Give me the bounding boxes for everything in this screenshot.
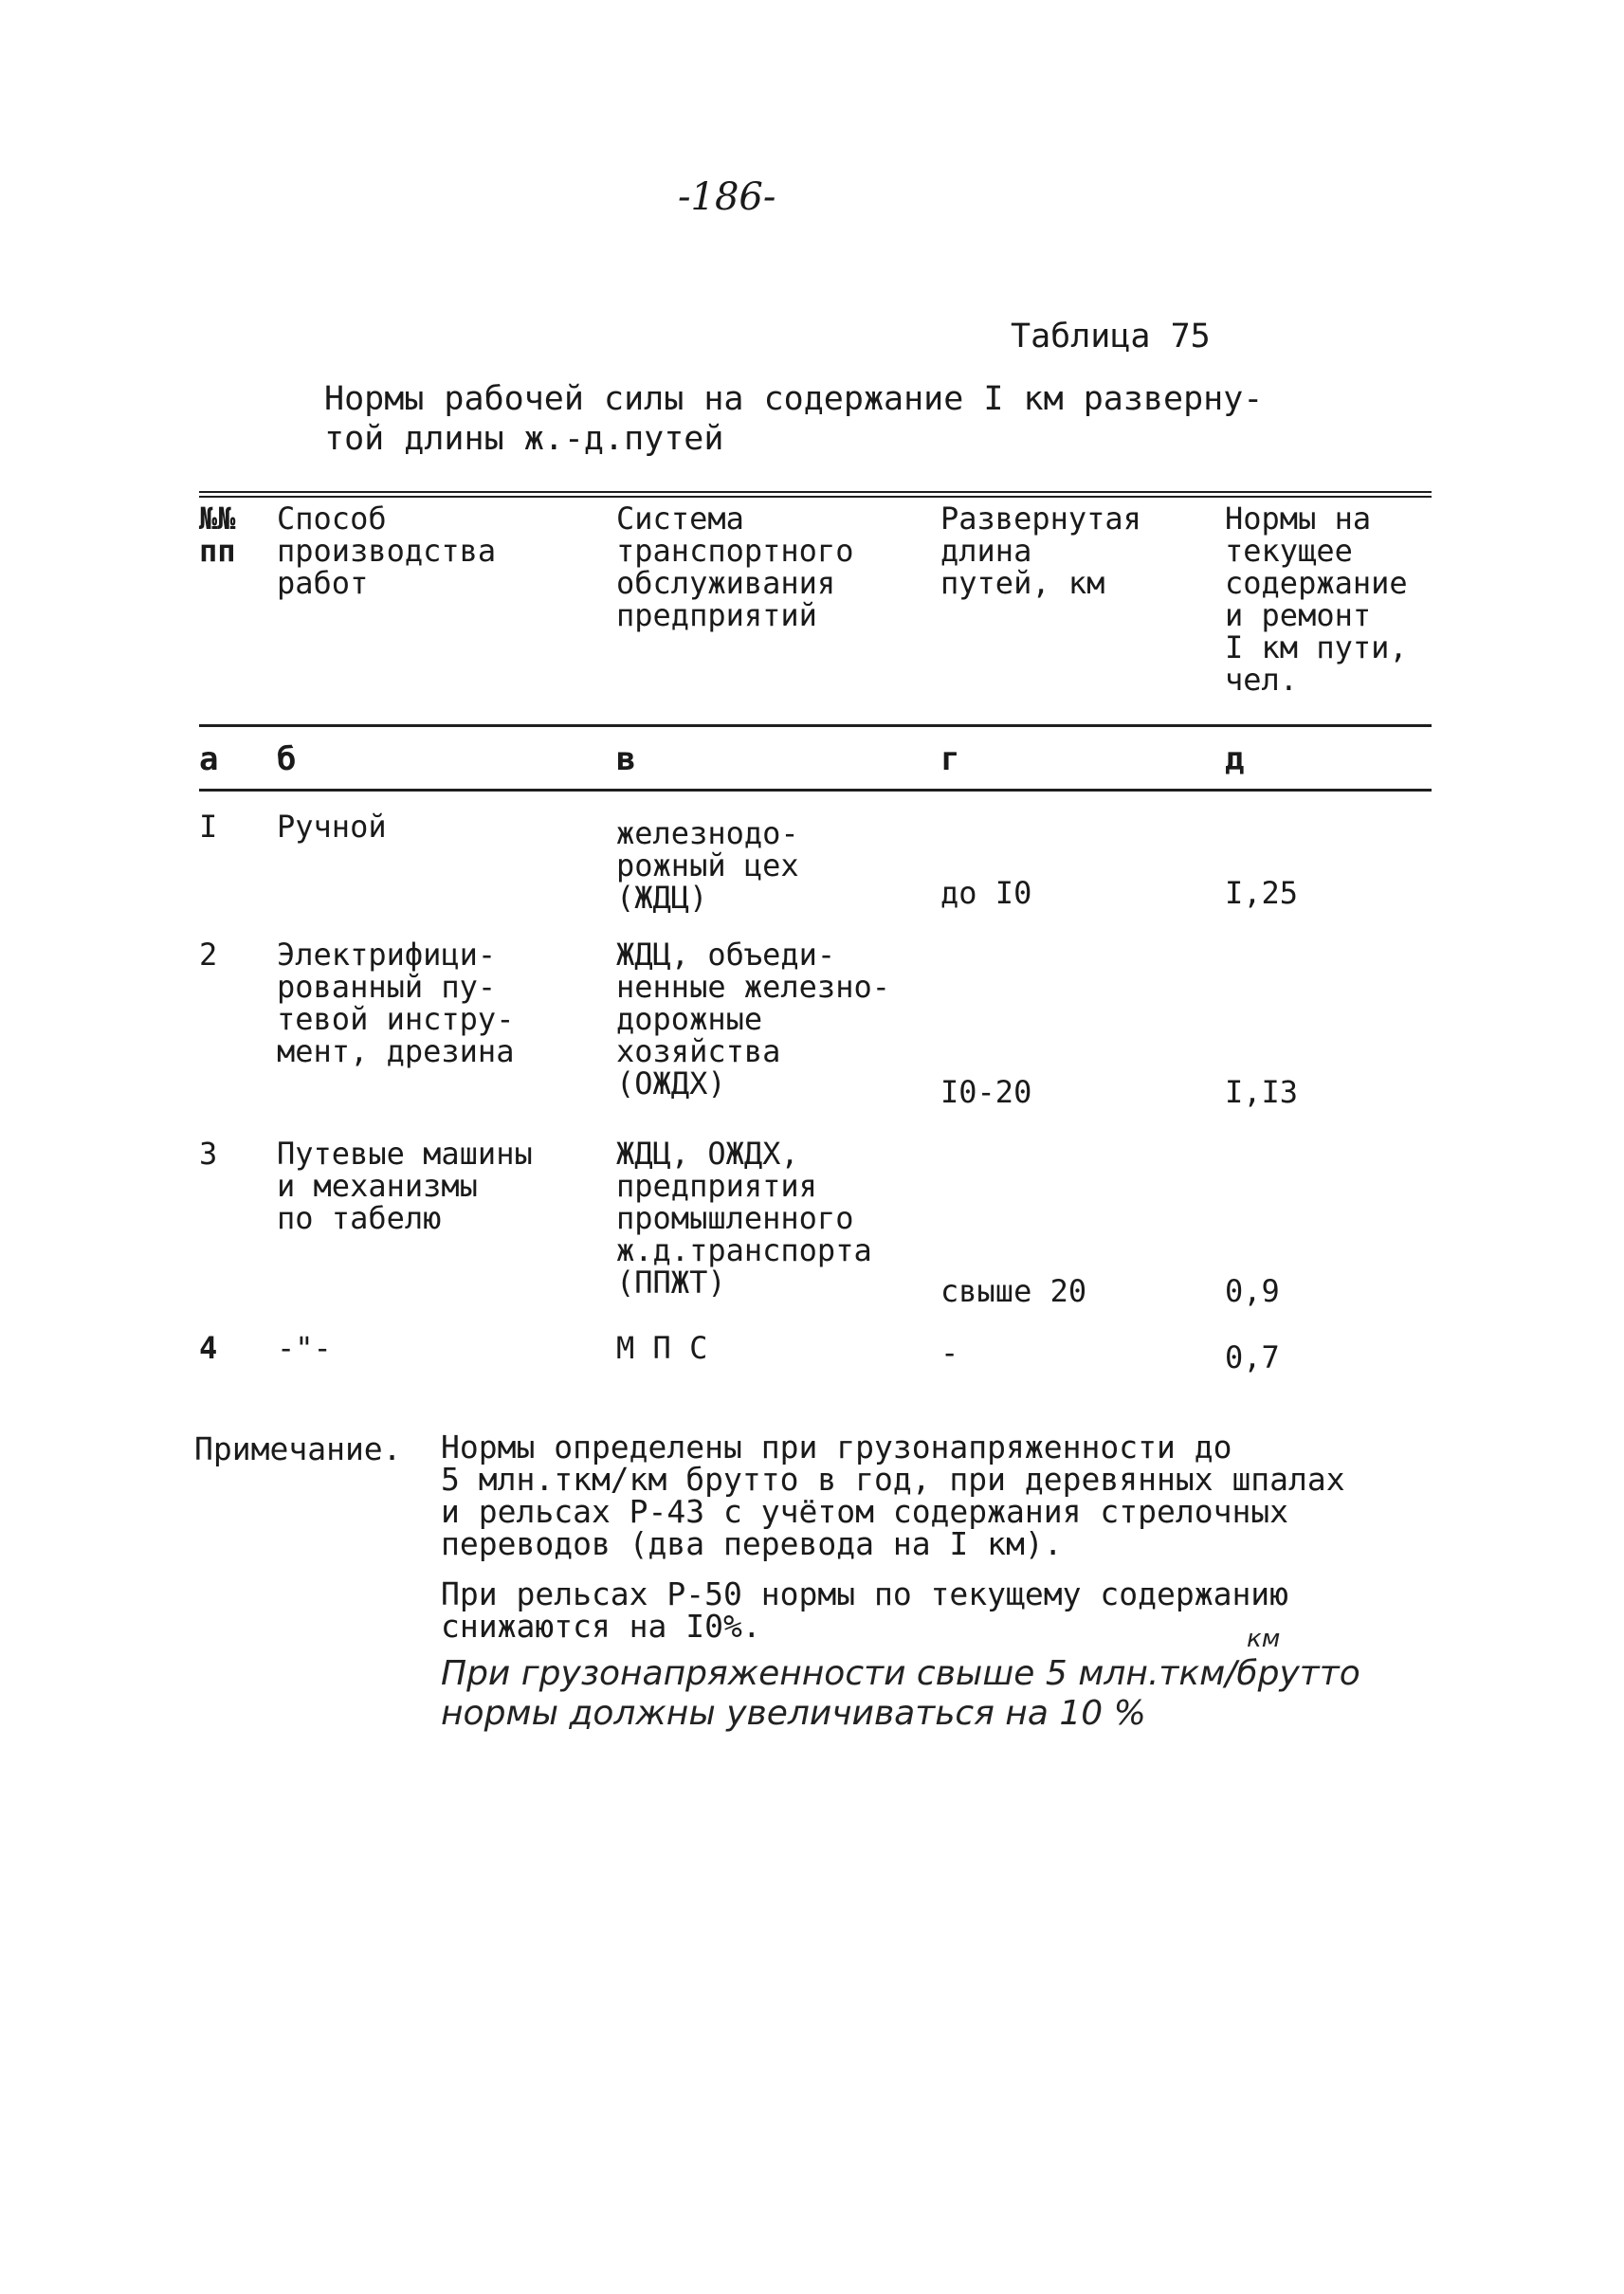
row-norm: 0,7 <box>1225 1339 1280 1375</box>
row-length: до I0 <box>940 875 1032 911</box>
row-method <box>277 1332 332 1364</box>
handwritten-line: При грузонапряженности свыше 5 млн.ткм/брутто <box>441 1654 1360 1693</box>
note-text <box>441 1431 1427 1560</box>
page-number: -186- <box>678 175 776 219</box>
note-label: Примечание. <box>194 1430 402 1467</box>
header-length <box>940 502 1141 599</box>
row-length: - <box>940 1335 959 1371</box>
cell-line: и механизмы <box>277 1168 478 1204</box>
column-letter: г <box>940 740 960 778</box>
column-letter: а <box>199 740 219 778</box>
cell-line: ж.д.транспорта <box>616 1232 872 1268</box>
header-line: работ <box>277 565 369 601</box>
row-norm: 0,9 <box>1225 1273 1280 1309</box>
header-line: Развернутая <box>940 501 1141 537</box>
header-line: предприятий <box>616 597 817 633</box>
title-line: Нормы рабочей силы на содержание I км разверну- <box>324 380 1264 418</box>
note-line: снижаются на I0%. <box>441 1608 761 1645</box>
row-system <box>616 1332 707 1364</box>
header-method <box>277 502 496 599</box>
header-line: содержание <box>1225 565 1408 601</box>
note-line: Нормы определены при грузонапряженности до <box>441 1429 1232 1466</box>
column-letter: б <box>277 740 297 778</box>
handwritten-line: нормы должны увеличиваться на 10 % <box>441 1694 1146 1733</box>
row-norm: I,I3 <box>1225 1074 1299 1110</box>
cell-line: М П С <box>616 1330 708 1366</box>
row-number: I <box>199 809 218 845</box>
note-line: 5 млн.ткм/км брутто в год, при деревянных шпалах <box>441 1461 1345 1498</box>
row-system <box>616 817 799 914</box>
header-line: производства <box>277 533 497 569</box>
header-line: длина <box>940 533 1032 569</box>
note-line: При рельсах Р-50 нормы по текущему содержанию <box>441 1575 1289 1612</box>
table-title <box>324 379 1272 459</box>
cell-line: (ЖДЦ) <box>616 880 708 916</box>
row-number: 4 <box>199 1330 218 1366</box>
letters-rule <box>199 789 1432 792</box>
row-length: I0-20 <box>940 1074 1032 1110</box>
cell-line: ЖДЦ, объеди- <box>616 937 836 973</box>
header-line: №№ <box>199 501 236 537</box>
row-method <box>277 938 514 1067</box>
header-line: чел. <box>1225 662 1299 698</box>
row-system <box>616 938 890 1100</box>
cell-line: рожный цех <box>616 847 799 883</box>
cell-line: ЖДЦ, ОЖДХ, <box>616 1136 799 1172</box>
cell-line: рованный пу- <box>277 969 497 1005</box>
title-line: той длины ж.-д.путей <box>324 420 724 458</box>
header-line: путей, км <box>940 565 1105 601</box>
top-rule <box>199 491 1432 493</box>
cell-line: Путевые машины <box>277 1136 533 1172</box>
row-method <box>277 810 387 843</box>
cell-line: по табелю <box>277 1200 442 1236</box>
row-method <box>277 1138 533 1234</box>
header-line: Система <box>616 501 744 537</box>
row-length: свыше 20 <box>940 1273 1087 1309</box>
header-system <box>616 502 853 631</box>
header-rule <box>199 724 1432 727</box>
header-line: и ремонт <box>1225 597 1372 633</box>
column-letter: в <box>616 740 636 778</box>
cell-line: предприятия <box>616 1168 817 1204</box>
header-num <box>199 502 236 567</box>
cell-line: Электрифици- <box>277 937 497 973</box>
handwritten-note <box>441 1654 1484 1734</box>
header-line: транспортного <box>616 533 854 569</box>
row-norm: I,25 <box>1225 875 1299 911</box>
table-label: Таблица 75 <box>1011 318 1211 355</box>
handwritten-km: км <box>1247 1625 1281 1653</box>
cell-line: (ОЖДХ) <box>616 1065 726 1101</box>
cell-line: тевой инстру- <box>277 1001 515 1037</box>
cell-line: Ручной <box>277 809 387 845</box>
cell-line: промышленного <box>616 1200 854 1236</box>
cell-line: дорожные <box>616 1001 763 1037</box>
row-number: 3 <box>199 1136 218 1172</box>
header-line: пп <box>199 533 236 569</box>
note-line: и рельсах Р-43 с учётом содержания стрелочных <box>441 1493 1289 1530</box>
cell-line: -"- <box>277 1330 332 1366</box>
header-norms <box>1225 502 1408 696</box>
header-line: I км пути, <box>1225 629 1408 665</box>
cell-line: железнодо- <box>616 815 799 851</box>
row-system <box>616 1138 872 1299</box>
cell-line: (ППЖТ) <box>616 1265 726 1301</box>
cell-line: мент, дрезина <box>277 1033 515 1069</box>
header-line: Нормы на <box>1225 501 1372 537</box>
row-number: 2 <box>199 937 218 973</box>
note-line: переводов (два перевода на I км). <box>441 1525 1063 1562</box>
cell-line: хозяйства <box>616 1033 781 1069</box>
column-letter: д <box>1225 740 1245 778</box>
cell-line: ненные железно- <box>616 969 890 1005</box>
header-line: текущее <box>1225 533 1353 569</box>
header-line: Способ <box>277 501 387 537</box>
header-line: обслуживания <box>616 565 836 601</box>
